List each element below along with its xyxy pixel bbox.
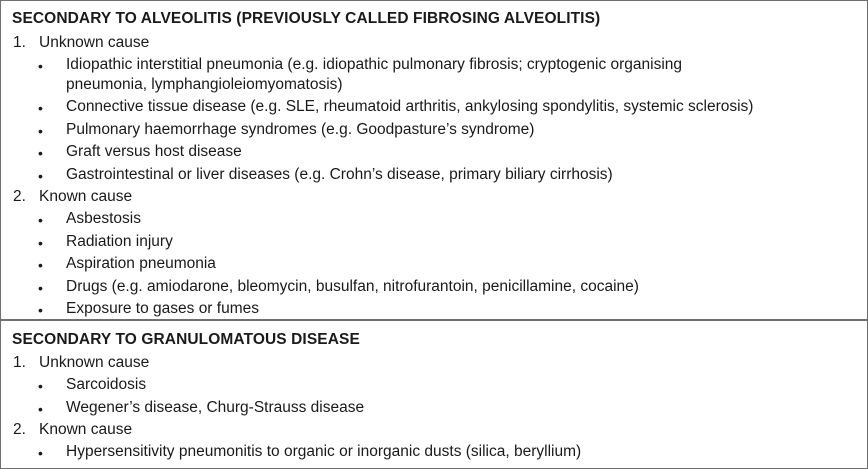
bullet-icon: • [38, 235, 43, 251]
list-item: Wegener’s disease, Churg-Strauss disease [66, 399, 365, 416]
section-heading: SECONDARY TO ALVEOLITIS (PREVIOUSLY CALLED FIBROSING ALVEOLITIS) [12, 10, 601, 27]
group-label: Unknown cause [39, 34, 150, 51]
list-item: Drugs (e.g. amiodarone, bleomycin, busulfan, nitrofurantoin, penicillamine, cocaine) [66, 278, 639, 295]
bullet-icon: • [38, 378, 43, 394]
list-item: Pulmonary haemorrhage syndromes (e.g. Goodpasture’s syndrome) [66, 121, 535, 138]
group-number: 1. [13, 354, 26, 371]
list-item: Hypersensitivity pneumonitis to organic or inorganic dusts (silica, beryllium) [66, 443, 582, 460]
bullet-icon: • [38, 123, 43, 139]
list-item: Exposure to gases or fumes [66, 300, 259, 317]
group-label: Known cause [39, 188, 133, 205]
bullet-icon: • [38, 145, 43, 161]
group-label: Known cause [39, 421, 133, 438]
list-item: Gastrointestinal or liver diseases (e.g. Crohn’s disease, primary biliary cirrhosis) [66, 166, 613, 183]
section-granulomatous [1, 321, 867, 468]
group-number: 2. [13, 421, 26, 438]
group-number: 1. [13, 34, 26, 51]
bullet-icon: • [38, 280, 43, 296]
list-item: Aspiration pneumonia [66, 255, 216, 272]
list-item: Graft versus host disease [66, 143, 242, 160]
list-item: Sarcoidosis [66, 376, 147, 393]
bullet-icon: • [38, 58, 43, 74]
list-item: Connective tissue disease (e.g. SLE, rheumatoid arthritis, ankylosing spondylitis, systemic sclerosis) [66, 98, 754, 115]
bullet-icon: • [38, 100, 43, 116]
list-item: Radiation injury [66, 233, 173, 250]
group-label: Unknown cause [39, 354, 150, 371]
bullet-icon: • [38, 401, 43, 417]
list-item-continuation: pneumonia, lymphangioleiomyomatosis) [66, 76, 343, 93]
bullet-icon: • [38, 168, 43, 184]
list-item: Asbestosis [66, 210, 141, 227]
list-item: Idiopathic interstitial pneumonia (e.g. idiopathic pulmonary fibrosis; cryptogenic organising [66, 56, 683, 73]
group-number: 2. [13, 188, 26, 205]
bullet-icon: • [38, 302, 43, 318]
section-alveolitis [1, 1, 867, 319]
bullet-icon: • [38, 445, 43, 461]
section-heading: SECONDARY TO GRANULOMATOUS DISEASE [12, 331, 360, 348]
bullet-icon: • [38, 257, 43, 273]
bullet-icon: • [38, 212, 43, 228]
